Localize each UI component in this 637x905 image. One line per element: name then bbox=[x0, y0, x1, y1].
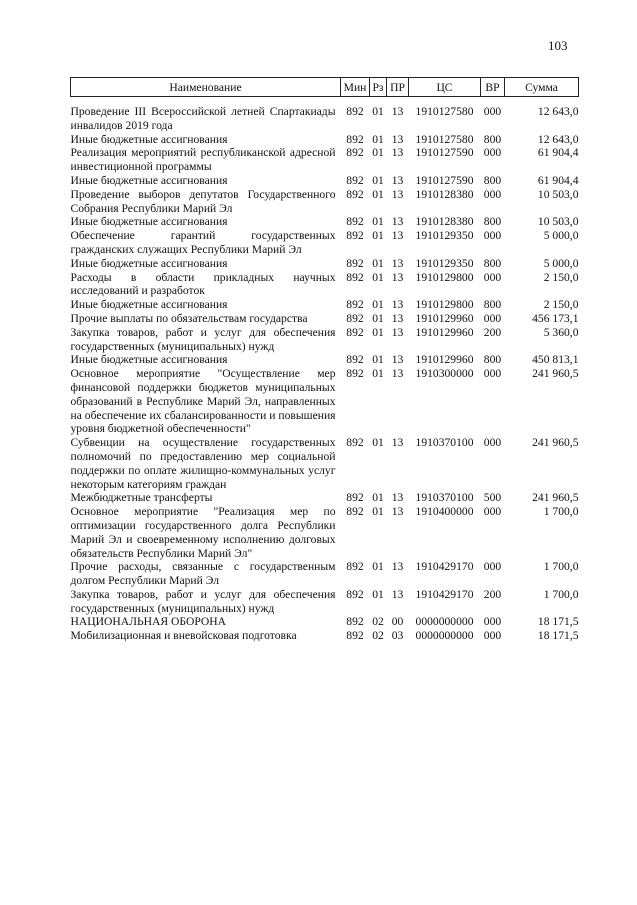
row-pr: 13 bbox=[391, 436, 404, 450]
table-row bbox=[71, 560, 579, 588]
row-pr: 13 bbox=[391, 325, 404, 339]
row-min: 892 bbox=[346, 132, 364, 146]
table-row bbox=[71, 491, 579, 505]
row-vr: 200 bbox=[483, 325, 502, 339]
row-pr: 13 bbox=[391, 505, 404, 519]
page-number: 103 bbox=[548, 38, 568, 53]
row-rz: 01 bbox=[372, 132, 384, 146]
row-sum: 241 960,5 bbox=[532, 367, 579, 381]
row-name: Проведение выборов депутатов Государственного Собрания Республики Марий Эл bbox=[70, 187, 336, 215]
row-name: Иные бюджетные ассигнования bbox=[70, 256, 228, 270]
row-pr: 00 bbox=[391, 615, 404, 629]
row-name: Субвенции на осуществление государственных полномочий по предоставлению мер социальной поддержки по оплате жилищно-коммунальных услуг некоторым категориям граждан bbox=[70, 436, 336, 491]
row-rz: 01 bbox=[372, 505, 384, 519]
row-min: 892 bbox=[346, 436, 364, 450]
row-sum: 5 000,0 bbox=[543, 229, 579, 243]
row-rz: 01 bbox=[372, 173, 384, 187]
row-cs: 1910129350 bbox=[415, 229, 474, 243]
row-rz: 01 bbox=[372, 187, 384, 201]
header-name: Наименование bbox=[71, 78, 341, 97]
row-vr: 000 bbox=[483, 560, 502, 574]
row-vr: 000 bbox=[483, 505, 502, 519]
header-cs: ЦС bbox=[409, 78, 481, 97]
table-row bbox=[71, 615, 579, 629]
row-min: 892 bbox=[346, 187, 364, 201]
row-name: Мобилизационная и вневойсковая подготовка bbox=[70, 629, 297, 643]
row-vr: 800 bbox=[483, 353, 502, 367]
row-cs: 1910127580 bbox=[415, 132, 474, 146]
row-cs: 1910429170 bbox=[415, 587, 474, 601]
row-name: Иные бюджетные ассигнования bbox=[70, 173, 228, 187]
row-sum: 18 171,5 bbox=[537, 629, 579, 643]
row-cs: 1910129800 bbox=[415, 270, 474, 284]
row-cs: 1910128380 bbox=[415, 215, 474, 229]
row-sum: 10 503,0 bbox=[537, 187, 579, 201]
row-pr: 13 bbox=[391, 353, 404, 367]
row-cs: 1910129800 bbox=[415, 298, 474, 312]
row-pr: 13 bbox=[391, 587, 404, 601]
row-rz: 01 bbox=[372, 146, 384, 160]
table-row bbox=[71, 353, 579, 367]
row-cs: 1910129960 bbox=[415, 311, 474, 325]
row-sum: 1 700,0 bbox=[543, 560, 579, 574]
row-rz: 01 bbox=[372, 325, 384, 339]
row-sum: 5 360,0 bbox=[543, 325, 579, 339]
row-min: 892 bbox=[346, 505, 364, 519]
row-cs: 1910128380 bbox=[415, 187, 474, 201]
table-row bbox=[71, 97, 579, 133]
row-rz: 01 bbox=[372, 436, 384, 450]
row-name: Иные бюджетные ассигнования bbox=[70, 353, 228, 367]
row-cs: 1910129350 bbox=[415, 256, 474, 270]
row-min: 892 bbox=[346, 353, 364, 367]
row-name: Прочие выплаты по обязательствам государства bbox=[70, 311, 308, 325]
row-pr: 13 bbox=[391, 146, 404, 160]
row-min: 892 bbox=[346, 560, 364, 574]
row-name: Иные бюджетные ассигнования bbox=[70, 215, 228, 229]
header-pr: ПР bbox=[387, 78, 409, 97]
table-row bbox=[71, 146, 579, 174]
row-rz: 01 bbox=[372, 298, 384, 312]
row-sum: 10 503,0 bbox=[537, 215, 579, 229]
row-sum: 456 173,1 bbox=[532, 311, 579, 325]
row-min: 892 bbox=[346, 629, 364, 643]
row-cs: 1910370100 bbox=[415, 436, 474, 450]
row-rz: 01 bbox=[372, 587, 384, 601]
row-sum: 241 960,5 bbox=[532, 436, 579, 450]
row-min: 892 bbox=[346, 311, 364, 325]
row-sum: 1 700,0 bbox=[543, 505, 579, 519]
row-sum: 61 904,4 bbox=[537, 146, 579, 160]
row-vr: 200 bbox=[483, 587, 502, 601]
table-row bbox=[71, 174, 579, 188]
row-cs: 1910129960 bbox=[415, 325, 474, 339]
row-min: 892 bbox=[346, 325, 364, 339]
row-cs: 1910429170 bbox=[415, 560, 474, 574]
row-sum: 2 150,0 bbox=[543, 298, 579, 312]
row-vr: 000 bbox=[483, 105, 502, 118]
row-min: 892 bbox=[346, 146, 364, 160]
table-row bbox=[71, 188, 579, 216]
row-pr: 13 bbox=[391, 229, 404, 243]
table-row bbox=[71, 229, 579, 257]
row-vr: 500 bbox=[483, 491, 502, 505]
row-min: 892 bbox=[346, 270, 364, 284]
row-name: Обеспечение гарантий государственных гражданских служащих Республики Марий Эл bbox=[70, 229, 336, 256]
table-row bbox=[71, 215, 579, 229]
row-cs: 1910127580 bbox=[415, 105, 474, 118]
table-row bbox=[71, 133, 579, 147]
row-pr: 13 bbox=[391, 256, 404, 270]
row-pr: 13 bbox=[391, 491, 404, 505]
row-name: Основное мероприятие "Осуществление мер финансовой поддержки бюджетов муниципальных образований в Республике Марий Эл, направленных на обеспечение их сбалансированности и повышения уровня бюджетной обеспеченности" bbox=[70, 367, 336, 436]
row-rz: 02 bbox=[372, 629, 384, 643]
row-vr: 000 bbox=[483, 367, 502, 381]
row-min: 892 bbox=[346, 298, 364, 312]
budget-table bbox=[70, 77, 579, 643]
row-vr: 800 bbox=[483, 132, 502, 146]
row-rz: 01 bbox=[372, 270, 384, 284]
row-vr: 000 bbox=[483, 629, 502, 643]
row-rz: 01 bbox=[372, 256, 384, 270]
row-pr: 13 bbox=[391, 187, 404, 201]
row-rz: 01 bbox=[372, 367, 384, 381]
table-row bbox=[71, 367, 579, 436]
row-rz: 01 bbox=[372, 215, 384, 229]
table-row bbox=[71, 588, 579, 616]
table-header bbox=[71, 78, 579, 97]
row-rz: 01 bbox=[372, 105, 384, 118]
row-rz: 01 bbox=[372, 353, 384, 367]
row-vr: 800 bbox=[483, 298, 502, 312]
row-cs: 0000000000 bbox=[415, 615, 474, 629]
row-pr: 13 bbox=[391, 560, 404, 574]
row-min: 892 bbox=[346, 587, 364, 601]
row-vr: 000 bbox=[483, 146, 502, 160]
row-min: 892 bbox=[346, 615, 364, 629]
row-cs: 1910127590 bbox=[415, 173, 474, 187]
row-sum: 61 904,4 bbox=[537, 173, 579, 187]
row-name: Реализация мероприятий республиканской адресной инвестиционной программы bbox=[70, 146, 336, 174]
row-cs: 1910300000 bbox=[415, 367, 474, 381]
row-vr: 800 bbox=[483, 256, 502, 270]
table-row bbox=[71, 326, 579, 354]
row-rz: 01 bbox=[372, 229, 384, 243]
table-row bbox=[71, 436, 579, 491]
row-vr: 000 bbox=[483, 187, 502, 201]
header-rz: Рз bbox=[370, 78, 387, 97]
row-name: Закупка товаров, работ и услуг для обеспечения государственных (муниципальных) нужд bbox=[70, 587, 336, 615]
row-pr: 13 bbox=[391, 132, 404, 146]
row-cs: 0000000000 bbox=[415, 629, 474, 643]
row-min: 892 bbox=[346, 367, 364, 381]
row-sum: 18 171,5 bbox=[537, 615, 579, 629]
row-cs: 1910129960 bbox=[415, 353, 474, 367]
row-vr: 800 bbox=[483, 173, 502, 187]
row-pr: 13 bbox=[391, 173, 404, 187]
table-row bbox=[71, 312, 579, 326]
row-name: Прочие расходы, связанные с государственным долгом Республики Марий Эл bbox=[70, 560, 336, 588]
row-cs: 1910400000 bbox=[415, 505, 474, 519]
row-rz: 01 bbox=[372, 491, 384, 505]
header-vr: ВР bbox=[481, 78, 505, 97]
row-min: 892 bbox=[346, 215, 364, 229]
row-rz: 02 bbox=[372, 615, 384, 629]
row-pr: 13 bbox=[391, 367, 404, 381]
table-row bbox=[71, 298, 579, 312]
row-rz: 01 bbox=[372, 311, 384, 325]
row-name: НАЦИОНАЛЬНАЯ ОБОРОНА bbox=[70, 615, 227, 629]
row-name: Закупка товаров, работ и услуг для обеспечения государственных (муниципальных) нужд bbox=[70, 325, 336, 353]
row-pr: 13 bbox=[391, 105, 404, 118]
row-pr: 13 bbox=[391, 215, 404, 229]
row-pr: 13 bbox=[391, 298, 404, 312]
table-row bbox=[71, 629, 579, 643]
row-cs: 1910370100 bbox=[415, 491, 474, 505]
row-sum: 12 643,0 bbox=[537, 132, 579, 146]
table-row bbox=[71, 257, 579, 271]
row-sum: 12 643,0 bbox=[537, 105, 579, 118]
row-name: Проведение III Всероссийской летней Спартакиады инвалидов 2019 года bbox=[70, 105, 336, 132]
row-sum: 241 960,5 bbox=[532, 491, 579, 505]
header-sum: Сумма bbox=[505, 78, 579, 97]
row-name: Основное мероприятие "Реализация мер по оптимизации государственного долга Республики Марий Эл и своевременному исполнению долговых обязательств Республики Марий Эл" bbox=[70, 505, 336, 560]
row-vr: 000 bbox=[483, 436, 502, 450]
row-pr: 13 bbox=[391, 270, 404, 284]
row-min: 892 bbox=[346, 173, 364, 187]
row-min: 892 bbox=[346, 229, 364, 243]
table-row bbox=[71, 505, 579, 560]
row-rz: 01 bbox=[372, 560, 384, 574]
row-name: Иные бюджетные ассигнования bbox=[70, 298, 228, 312]
header-min: Мин bbox=[341, 78, 370, 97]
row-sum: 1 700,0 bbox=[543, 587, 579, 601]
row-min: 892 bbox=[346, 105, 364, 118]
row-vr: 000 bbox=[483, 270, 502, 284]
row-name: Межбюджетные трансферты bbox=[70, 491, 213, 505]
row-sum: 5 000,0 bbox=[543, 256, 579, 270]
row-vr: 000 bbox=[483, 229, 502, 243]
row-vr: 800 bbox=[483, 215, 502, 229]
row-vr: 000 bbox=[483, 615, 502, 629]
row-name: Расходы в области прикладных научных исследований и разработок bbox=[70, 270, 336, 298]
row-sum: 450 813,1 bbox=[532, 353, 579, 367]
row-min: 892 bbox=[346, 491, 364, 505]
row-min: 892 bbox=[346, 256, 364, 270]
row-name: Иные бюджетные ассигнования bbox=[70, 132, 228, 146]
row-sum: 2 150,0 bbox=[543, 270, 579, 284]
row-cs: 1910127590 bbox=[415, 146, 474, 160]
table-body bbox=[71, 97, 579, 644]
table-row bbox=[71, 271, 579, 299]
row-pr: 13 bbox=[391, 311, 404, 325]
row-vr: 000 bbox=[483, 311, 502, 325]
row-pr: 03 bbox=[391, 629, 404, 643]
